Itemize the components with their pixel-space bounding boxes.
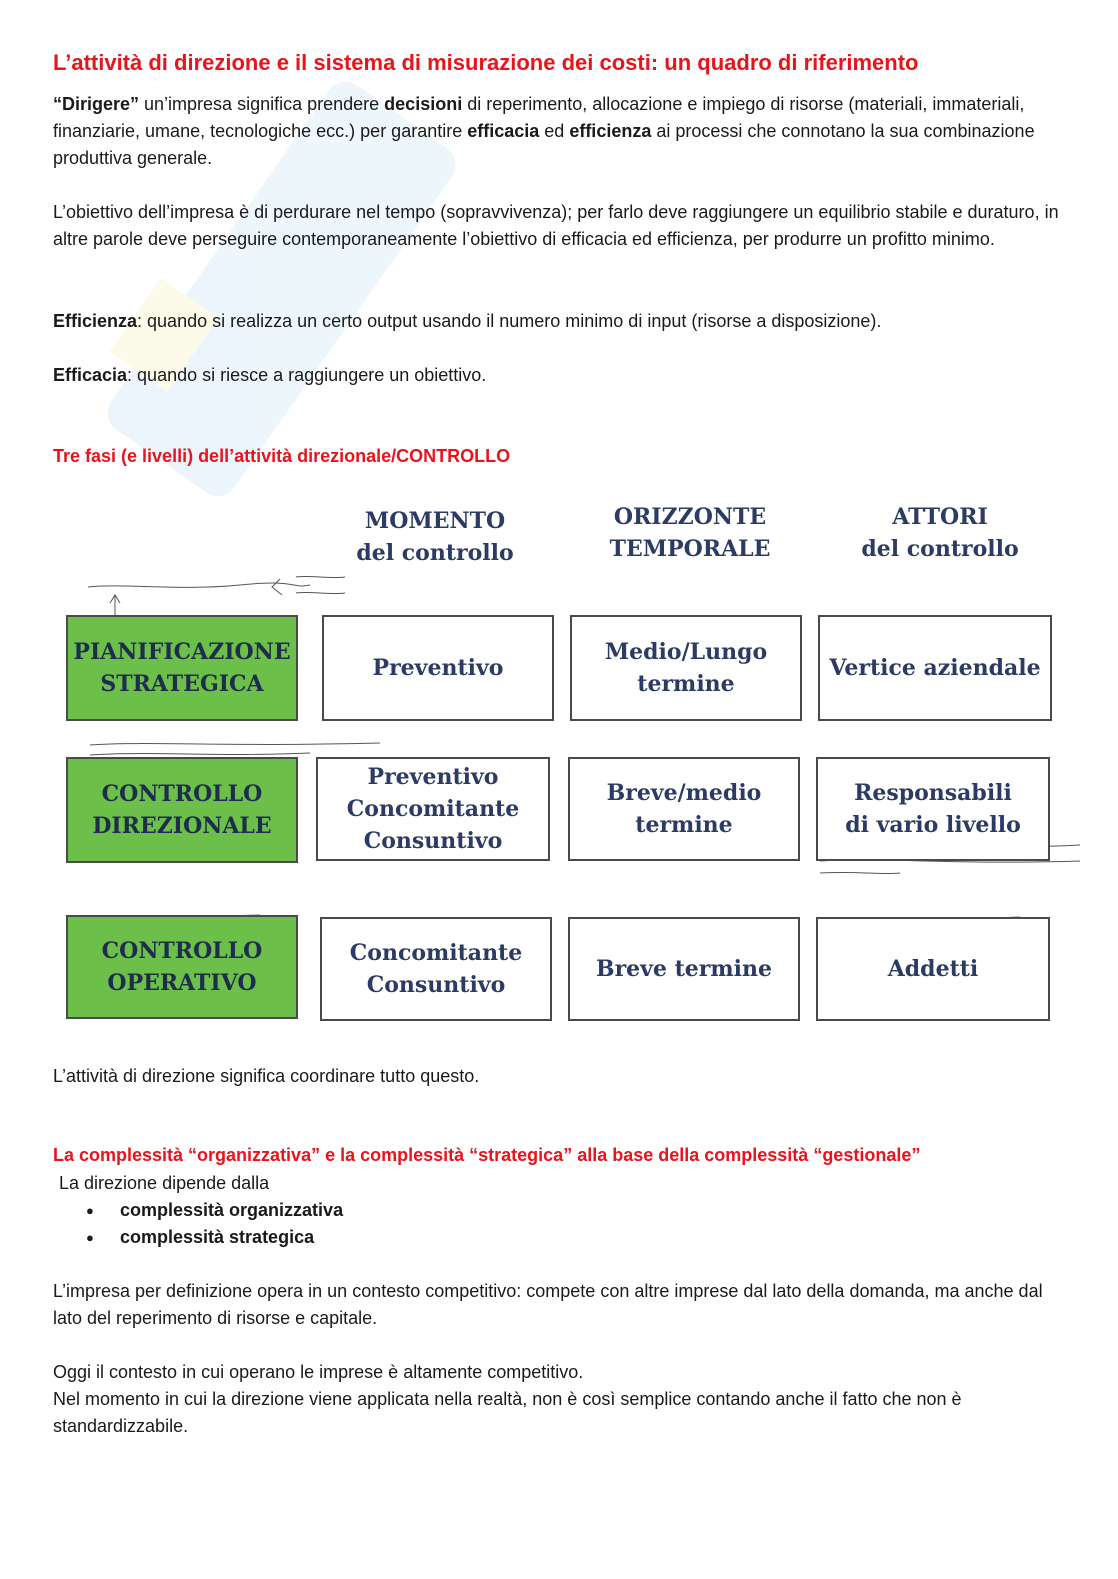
attori-row-2: [816, 757, 1050, 861]
objective-paragraph: L’obiettivo dell’impresa è di perdurare nel tempo (sopravvivenza); per farlo deve raggiungere un equilibrio stabile e duraturo, in altre parole deve perseguire contemporaneamente l’obiettivo di efficacia ed efficienza, per produrre un profitto minimo.: [53, 202, 1059, 249]
control-levels-diagram: [60, 495, 1090, 1030]
box-text: Concomitante: [346, 796, 520, 822]
efficienza-definition: [53, 308, 1063, 335]
complexity-list: [80, 1197, 343, 1251]
definition: : quando si realizza un certo output usando il numero minimo di input (risorse a disposizione).: [137, 311, 882, 331]
box-text: Vertice aziendale: [829, 655, 1041, 681]
today-context-line: Oggi il contesto in cui operano le imprese è altamente competitivo.: [53, 1362, 584, 1382]
box-text: STRATEGICA: [100, 671, 264, 697]
momento-row-3: [320, 917, 552, 1021]
list-item: ● complessità organizzativa: [120, 1197, 343, 1224]
box-text: termine: [635, 812, 733, 838]
box-text: Consuntivo: [363, 828, 503, 854]
term-efficienza: efficienza: [569, 121, 652, 141]
text: ai processi che connotano la sua combinazione produttiva generale.: [53, 121, 1035, 168]
text: di reperimento, allocazione e impiego di risorse (materiali, immateriali, finanziarie, umane, tecnologiche ecc.) per garantire: [53, 94, 1025, 141]
orizzonte-row-2: [568, 757, 800, 861]
box-text: Consuntivo: [366, 972, 506, 998]
box-text: termine: [637, 671, 735, 697]
box-text: Preventivo: [372, 655, 504, 681]
attori-row-3: [816, 917, 1050, 1021]
box-text: Medio/Lungo: [604, 639, 768, 665]
header-line: del controllo: [356, 540, 514, 566]
list-item: ● complessità strategica: [120, 1224, 343, 1251]
header-line: ORIZZONTE: [613, 504, 767, 530]
term-decisioni: decisioni: [384, 94, 463, 114]
direction-lead: La direzione dipende dalla: [59, 1173, 270, 1193]
box-text: OPERATIVO: [107, 970, 257, 996]
text: un’impresa significa prendere: [139, 94, 385, 114]
efficacia-definition: [53, 362, 1063, 389]
momento-row-1: [322, 615, 554, 721]
section-heading-complessita: La complessità “organizzativa” e la complessità “strategica” alla base della complessità “gestionale”: [53, 1145, 921, 1165]
box-text: di vario livello: [845, 812, 1021, 838]
box-text: Preventivo: [367, 764, 499, 790]
level-controllo-operativo: [66, 915, 298, 1019]
term-dirigere: “Dirigere”: [53, 94, 140, 114]
header-line: del controllo: [861, 536, 1019, 562]
header-line: ATTORI: [892, 504, 988, 530]
box-text: CONTROLLO: [101, 938, 263, 964]
text: ed: [539, 121, 570, 141]
header-line: MOMENTO: [364, 508, 506, 534]
momento-row-2: [316, 757, 550, 861]
term: Efficienza: [53, 311, 138, 331]
header-line: TEMPORALE: [609, 536, 771, 562]
not-standardizable-paragraph: Nel momento in cui la direzione viene applicata nella realtà, non è così semplice contando anche il fatto che non è standardizzabile.: [53, 1389, 962, 1436]
box-text: PIANIFICAZIONE: [73, 639, 291, 665]
box-text: Responsabili: [854, 780, 1012, 806]
page-title: L’attività di direzione e il sistema di misurazione dei costi: un quadro di riferimento: [53, 50, 919, 75]
section-heading-fasi: Tre fasi (e livelli) dell’attività direzionale/CONTROLLO: [53, 446, 511, 466]
box-text: Breve/medio: [606, 780, 762, 806]
coordination-sentence: L’attività di direzione significa coordinare tutto questo.: [53, 1066, 480, 1086]
column-header-attori: [830, 501, 1050, 565]
column-header-momento: [330, 505, 540, 569]
intro-paragraph: [53, 91, 1063, 172]
box-text: Breve termine: [596, 956, 772, 982]
box-text: CONTROLLO: [101, 781, 263, 807]
term: Efficacia: [53, 365, 128, 385]
box-text: Addetti: [887, 956, 979, 982]
orizzonte-row-1: [570, 615, 802, 721]
orizzonte-row-3: [568, 917, 800, 1021]
level-pianificazione-strategica: [66, 615, 298, 721]
column-header-orizzonte: [580, 501, 800, 565]
box-text: Concomitante: [349, 940, 523, 966]
definition: : quando si riesce a raggiungere un obiettivo.: [127, 365, 487, 385]
level-controllo-direzionale: [66, 757, 298, 863]
competitive-context-paragraph: L’impresa per definizione opera in un contesto competitivo: compete con altre imprese dal lato della domanda, ma anche dal lato del reperimento di risorse e capitale.: [53, 1281, 1043, 1328]
attori-row-1: [818, 615, 1052, 721]
term-efficacia: efficacia: [467, 121, 540, 141]
box-text: DIREZIONALE: [92, 813, 272, 839]
